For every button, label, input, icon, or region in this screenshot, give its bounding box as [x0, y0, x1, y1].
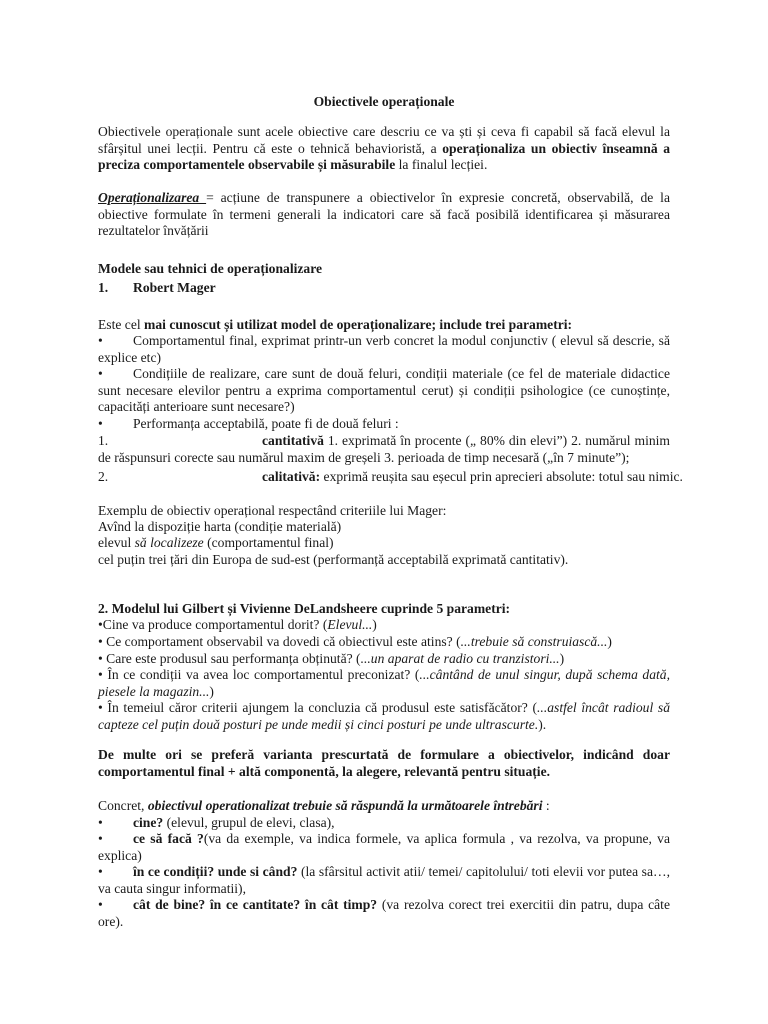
gilbert-question-4: • În ce condiții va avea loc comportamentul preconizat? (...cântând de unul singur, după schema dată, piesele la magazin...) [98, 667, 670, 699]
intro-text: Obiectivele operaționale sunt acele obiective care descriu ce va ști și ceva fi capabil să facă elevul la sfârșitul unei lecții. Pentru că este o tehnică behavioristă, a [98, 124, 670, 156]
example-title: Exemplu de obiectiv operațional respectând criteriile lui Mager: [98, 503, 447, 518]
mager-number: 1. [98, 280, 109, 295]
mager-name: Robert Mager [133, 280, 216, 295]
question-item-cine: • cine? (elevul, grupul de elevi, clasa), [98, 815, 335, 830]
bullet-icon: • [98, 815, 103, 830]
example-line-3: cel puțin trei țări din Europa de sud-est (performanță acceptabilă exprimată cantitativ). [98, 552, 569, 567]
page-title: Obiectivele operaționale [313, 94, 455, 109]
mager-param-2: • Condițiile de realizare, care sunt de două feluri, condiții materiale (ce fel de materiale didactice sunt necesare elevilor pentru a exprima comportamentul cerut) și condiții psihologice (ce cunoștințe, capacități anterioare sunt necesare?) [98, 366, 670, 415]
bullet-icon: • [98, 831, 103, 846]
bullet-icon: • [98, 416, 103, 431]
intro-bold-text: operaționaliza un obiectiv înseamnă a preciza comportamentele observabile și măsurabile [98, 140, 670, 173]
mager-param-1: • Comportamentul final, exprimat printr-un verb concret la modul conjunctiv ( elevul să descrie, să explice etc) [98, 333, 670, 365]
criterion-number: 2. [98, 469, 109, 484]
criterion-label: cantitativă [262, 433, 324, 448]
mager-heading [98, 280, 670, 297]
criterion-cantitativa: 1. cantitativă 1. exprimată în procente („ 80% din elevi”) 2. numărul minim de răspunsuri corecte sau numărul maxim de greșeli 3. perioada de timp necesară („în 7 minute”); [98, 433, 670, 465]
bullet-icon: • [98, 366, 103, 381]
criterion-number: 1. [98, 433, 109, 448]
definition-term: Operaționalizarea [98, 190, 207, 205]
definition-text: = acțiune de transpunere a obiectivelor în expresie concretă, observabilă, de la obiective formulate în termeni generali la indicatori care să facă posibilă identificarea și măsurarea rezultatelor învățării [98, 190, 670, 239]
summary-paragraph: De multe ori se preferă varianta prescurtată de formulare a obiectivelor, indicând doar comportamentul final + altă componentă, la alegere, relevantă pentru situație. [98, 747, 670, 779]
question-item-conditii: • în ce condiții? unde si când? (la sfârsitul activit atii/ temei/ capitolului/ toti elevii vor putea sa…, va cauta singur informatii), [98, 864, 670, 896]
criterion-calitativa: 2. calitativă: exprimă reușita sau eșecul prin aprecieri absolute: totul sau nimic. [98, 469, 683, 484]
section-heading-models: Modele sau tehnici de operaționalizare [98, 261, 323, 276]
intro-paragraph [98, 124, 670, 174]
bullet-icon: • [98, 864, 103, 879]
gilbert-question-3: • Care este produsul sau performanța obținută? (...un aparat de radio cu tranzistori...) [98, 651, 565, 666]
bullet-icon: • [98, 897, 103, 912]
concret-intro: Concret, obiectivul operationalizat trebuie să răspundă la următoarele întrebări : [98, 798, 550, 813]
example-line-2: elevul să localizeze (comportamentul final) [98, 535, 334, 550]
question-item-ce-sa-faca: • ce să facă ?(va da exemple, va indica formele, va aplica formula , va rezolva, va propune, va explica) [98, 831, 670, 863]
bullet-icon: • [98, 333, 103, 348]
example-line-1: Avînd la dispoziție harta (condiție materială) [98, 519, 342, 534]
question-item-cat-de-bine: • cât de bine? în ce cantitate? în cât timp? (va rezolva corect trei exercitii din patru, dupa câte ore). [98, 897, 670, 929]
gilbert-heading: 2. Modelul lui Gilbert și Vivienne DeLandsheere cuprinde 5 parametri: [98, 601, 511, 616]
mager-param-3: • Performanța acceptabilă, poate fi de două feluri : [98, 416, 399, 431]
gilbert-question-1: •Cine va produce comportamentul dorit? (Elevul...) [98, 617, 377, 632]
definition-paragraph [98, 190, 670, 240]
intro-text-end: la finalul lecției. [395, 157, 488, 173]
gilbert-question-2: • Ce comportament observabil va dovedi că obiectivul este atins? (...trebuie să construiască...) [98, 634, 612, 649]
criterion-label: calitativă: [262, 469, 321, 484]
gilbert-question-5: • În temeiul căror criterii ajungem la concluzia că produsul este satisfăcător? (...astfel încât radioul să capteze cel puțin două posturi pe unde medii și cinci posturi pe unde ultrascurte.). [98, 700, 671, 732]
mager-intro: Este cel mai cunoscut și utilizat model de operaționalizare; include trei parametri: [98, 317, 573, 332]
